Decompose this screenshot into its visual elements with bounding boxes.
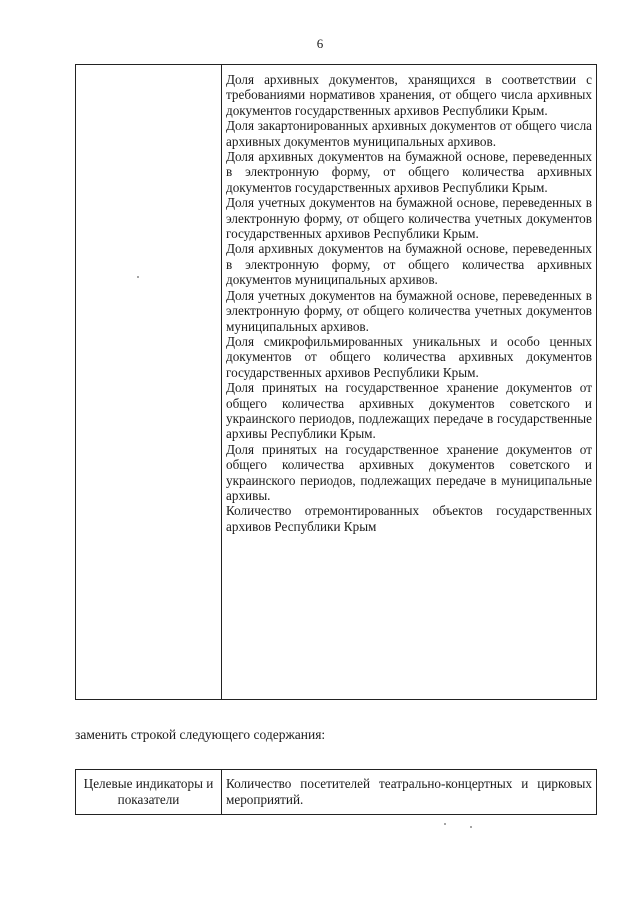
- indicator-paragraph: Доля архивных документов на бумажной основе, переведенных в электронную форму, от общего количества архивных документов государственных архивов Республики Крым.: [226, 149, 592, 195]
- indicator-paragraph: Доля принятых на государственное хранение документов от общего количества архивных документов советского и украинского периодов, подлежащих передаче в государственные архивы Республики Крым.: [226, 380, 592, 442]
- replacement-instruction: заменить строкой следующего содержания:: [75, 727, 326, 742]
- indicator-paragraph: Доля смикрофильмированных уникальных и особо ценных документов от общего количества архивных документов государственных архивов Республики Крым.: [226, 333, 592, 380]
- scan-speck: [137, 276, 139, 278]
- table-left-cell: [76, 65, 222, 699]
- scan-speck: [470, 826, 472, 828]
- indicator-paragraph: Доля архивных документов на бумажной основе, переведенных в электронную форму, от общего количества архивных документов муниципальных архивов.: [226, 241, 592, 288]
- indicator-paragraph: Доля учетных документов на бумажной основе, переведенных в электронную форму, от общего количества учетных документов муниципальных архивов.: [226, 287, 592, 334]
- scan-speck: [444, 823, 446, 825]
- indicator-paragraph: Доля закартонированных архивных документов от общего числа архивных документов муниципальных архивов.: [226, 118, 592, 149]
- indicator-paragraph: Доля учетных документов на бумажной основе, переведенных в электронную форму, от общего количества учетных документов государственных архивов Республики Крым.: [226, 195, 592, 242]
- indicators-table-new: [75, 769, 597, 815]
- indicator-paragraph: Доля принятых на государственное хранение документов от общего количества архивных документов советского и украинского периодов, подлежащих передаче в муниципальные архивы.: [226, 441, 592, 503]
- indicator-paragraph: Доля архивных документов, хранящихся в соответствии с требованиями нормативов хранения, от общего числа архивных документов государственных архивов Республики Крым.: [226, 72, 592, 118]
- indicators-table-old: [75, 64, 597, 700]
- page-number: 6: [316, 36, 324, 51]
- indicators-content-cell: Количество посетителей театрально-концертных и цирковых мероприятий.: [226, 776, 592, 807]
- indicators-label-cell: Целевые индикаторы и показатели: [76, 770, 222, 814]
- table-right-cell: [222, 65, 596, 534]
- indicator-paragraph: Количество отремонтированных объектов государственных архивов Республики Крым: [226, 503, 592, 534]
